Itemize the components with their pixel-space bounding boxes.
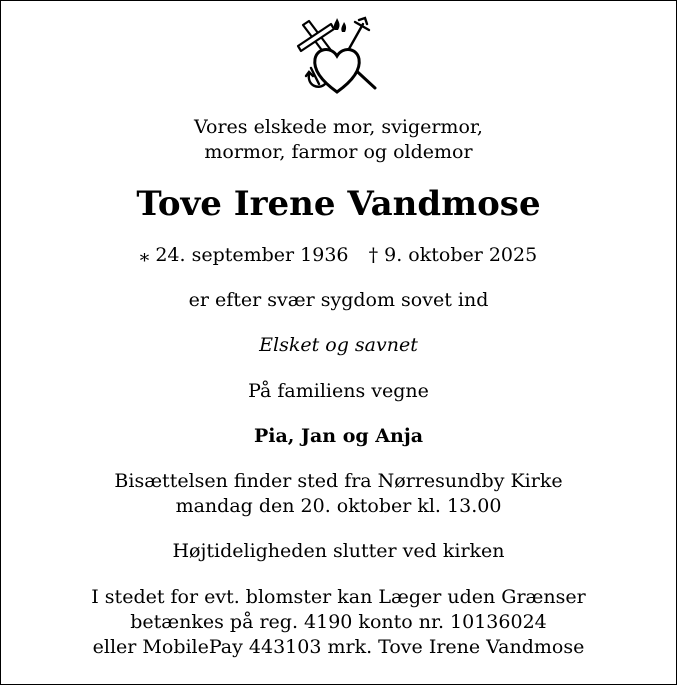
funeral-line-1: Bisættelsen finder sted fra Nørresundby Kirke [114, 470, 563, 492]
intro-line-1: Vores elskede mor, svigermor, [194, 116, 483, 138]
deceased-name: Tove Irene Vandmose [136, 184, 541, 224]
death-symbol: † [368, 244, 379, 266]
donation-line-1: I stedet for evt. blomster kan Læger uden Grænser [91, 586, 586, 608]
cross-anchor-heart-icon [293, 16, 383, 96]
life-dates [0, 243, 677, 268]
funeral-line-2: mandag den 20. oktober kl. 13.00 [175, 495, 502, 517]
ceremony-note: Højtideligheden slutter ved kirken [172, 540, 505, 562]
death-date: 9. oktober 2025 [384, 244, 538, 266]
funeral-info [0, 469, 677, 519]
birth-date: 24. september 1936 [155, 244, 349, 266]
intro-line-2: mormor, farmor og oldemor [204, 141, 473, 163]
signatories: Pia, Jan og Anja [253, 425, 424, 447]
donation-info [0, 585, 677, 660]
tagline: Elsket og savnet [259, 334, 418, 356]
birth-symbol: ⁎ [139, 244, 150, 266]
on-behalf-text: På familiens vegne [248, 380, 429, 402]
donation-line-3: eller MobilePay 443103 mrk. Tove Irene Vandmose [92, 636, 585, 658]
donation-line-2: betænkes på reg. 4190 konto nr. 10136024 [130, 611, 547, 633]
flame-shape [334, 18, 346, 32]
intro-text [0, 115, 677, 165]
passing-message: er efter svær sygdom sovet ind [188, 289, 489, 311]
